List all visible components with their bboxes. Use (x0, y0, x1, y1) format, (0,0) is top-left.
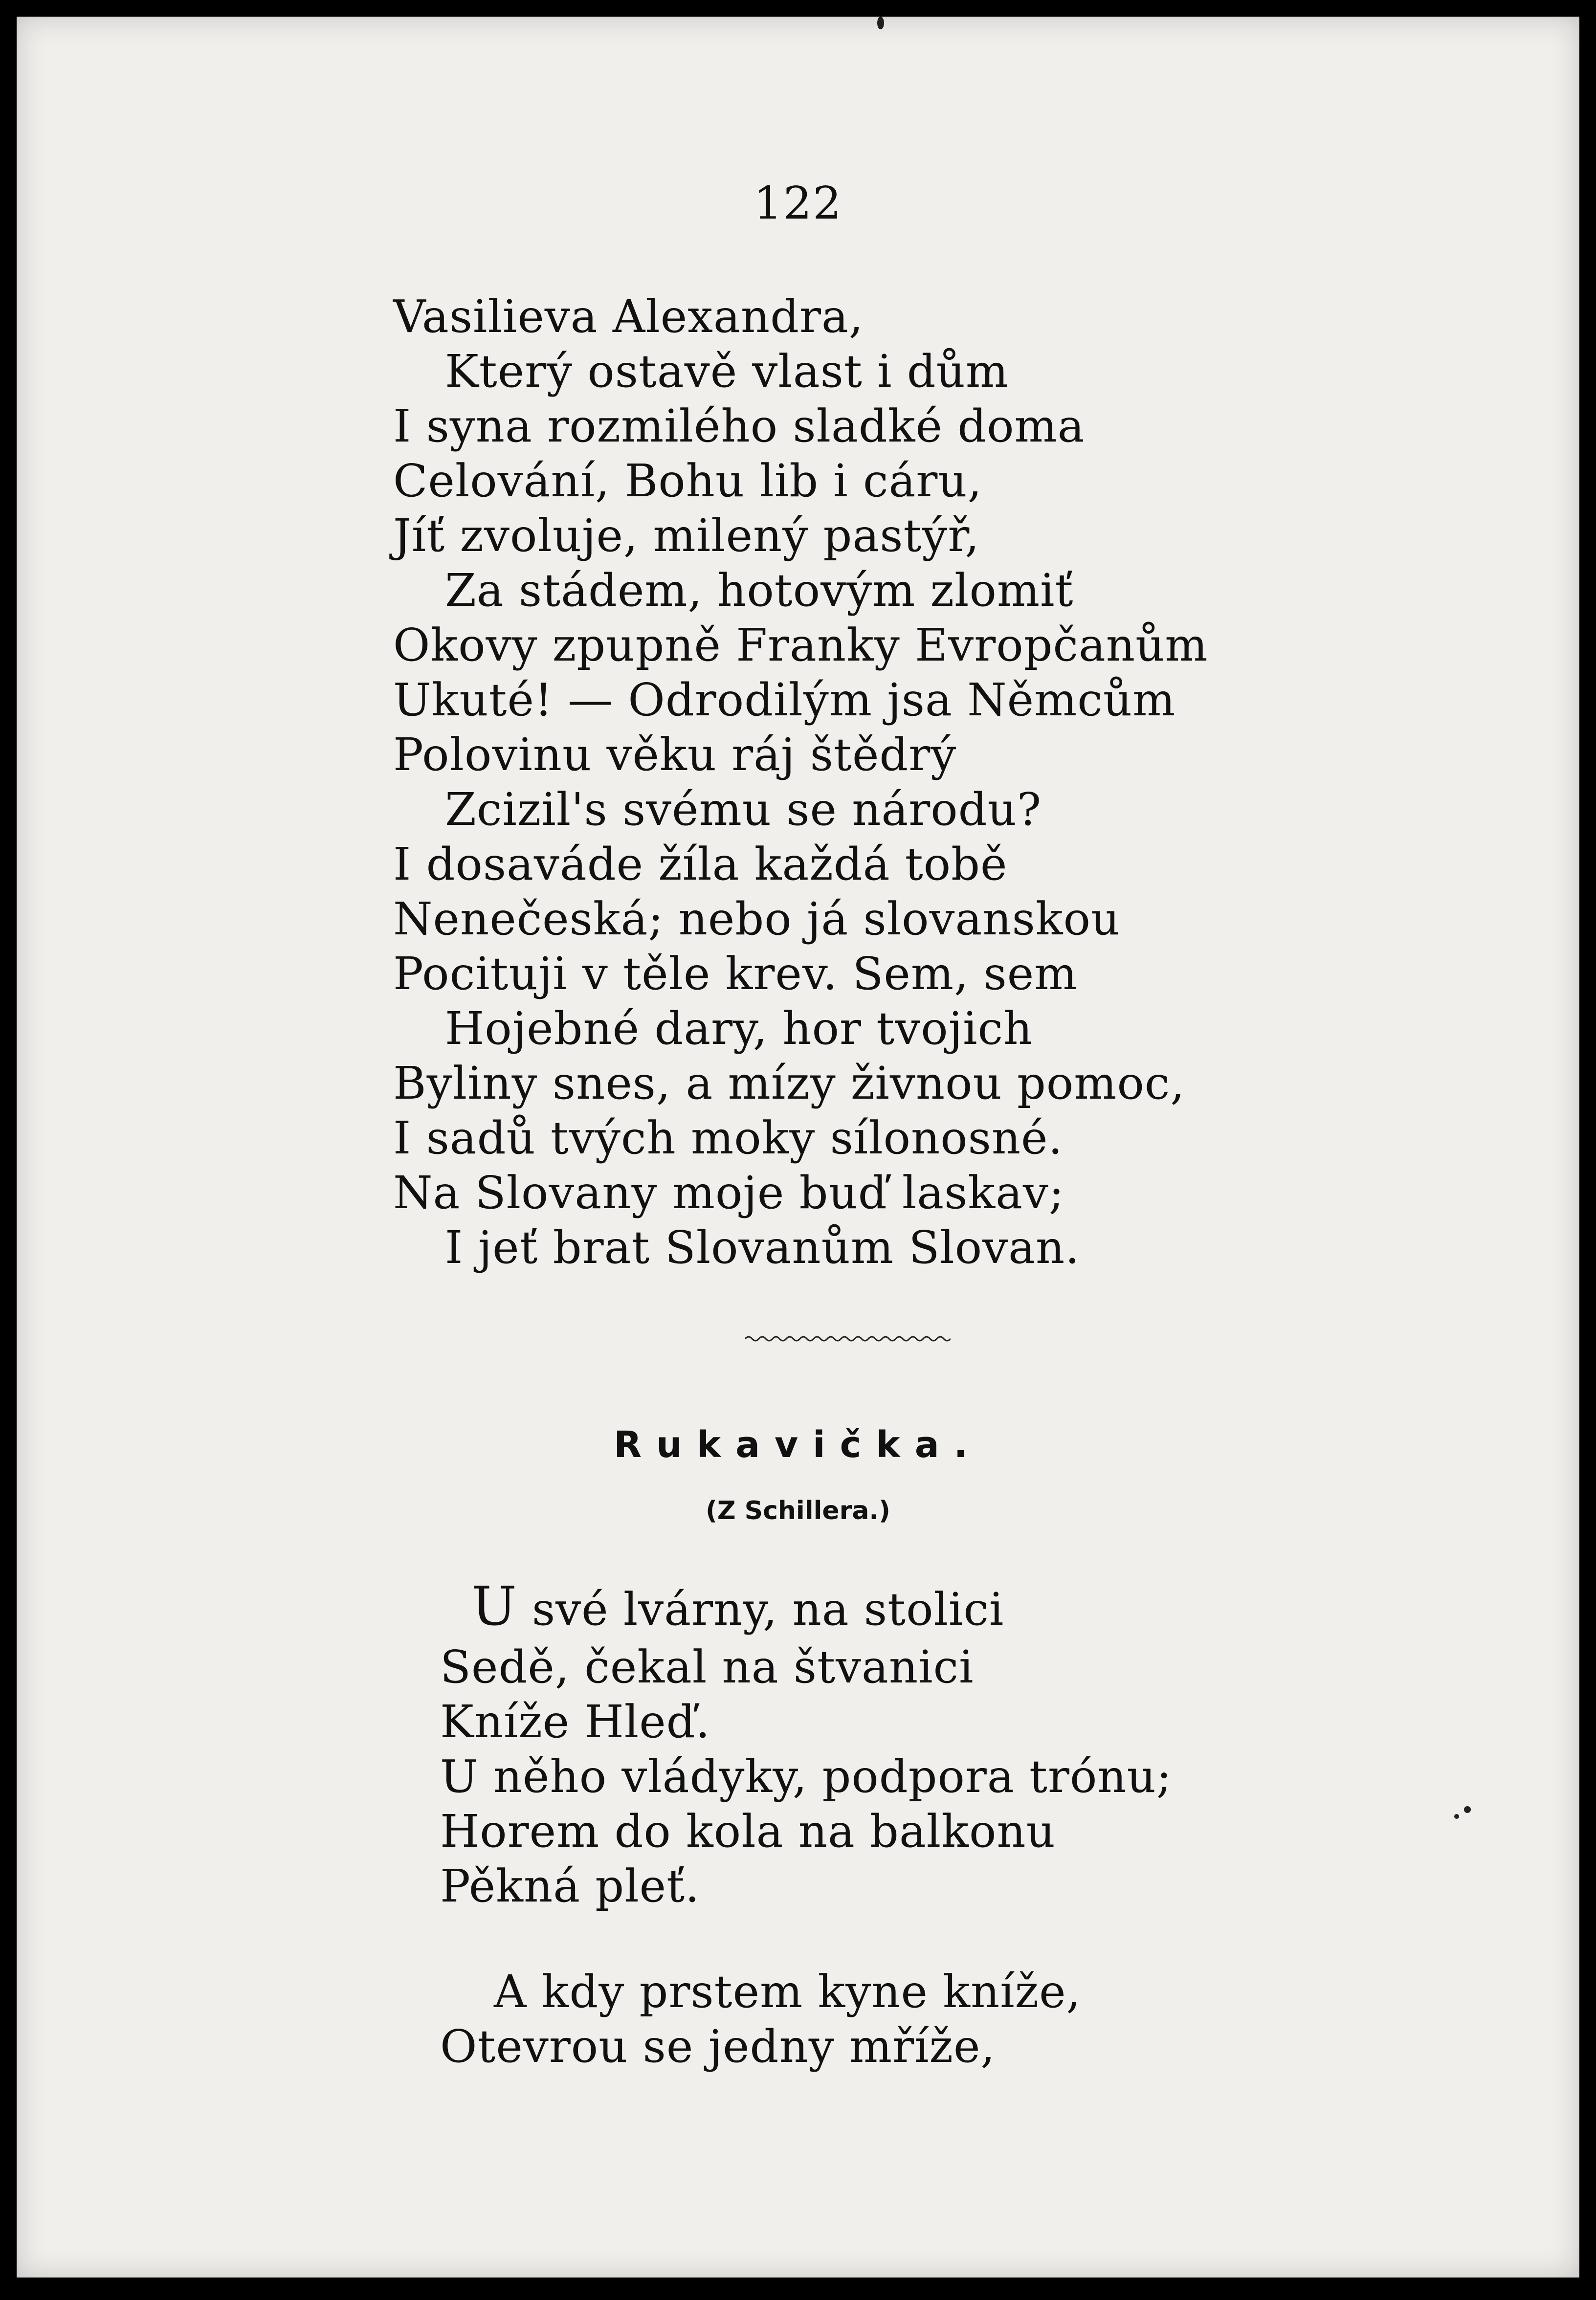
poem-line: Horem do kola na balkonu (440, 1805, 1056, 1858)
poem-line: I syna rozmilého sladké doma (393, 400, 1085, 452)
poem-line: Hojebné dary, hor tvojich (445, 1002, 1033, 1055)
poem-line: Zcizil's svému se národu? (445, 783, 1042, 836)
poem-line-first (471, 1575, 1004, 1637)
drop-cap: U (471, 1575, 517, 1637)
poem-line: I dosaváde žíla každá tobě (393, 838, 1008, 890)
poem-line: I jeť brat Slovanům Slovan. (445, 1221, 1080, 1274)
wavy-divider (745, 1333, 951, 1345)
poem-line: Celování, Bohu lib i cáru, (393, 455, 982, 507)
poem-line: I sadů tvých moky sílonosné. (393, 1112, 1063, 1164)
poem-line: Který ostavě vlast i dům (445, 345, 1009, 398)
poem-line: Sedě, čekal na štvanici (440, 1641, 974, 1693)
poem-line: Vasilieva Alexandra, (393, 290, 864, 343)
poem-line: Otevrou se jedny mříže, (440, 2020, 996, 2073)
poem-line: Okovy zpupně Franky Evropčanům (393, 619, 1208, 671)
section-subtitle: (Z Schillera.) (706, 1496, 890, 1526)
book-page (17, 17, 1579, 2278)
poem-line: A kdy prstem kyne kníže, (494, 1966, 1081, 2018)
page-number: 122 (754, 177, 842, 229)
poem-line: Na Slovany moje buď laskav; (393, 1167, 1064, 1219)
scan-speck (1464, 1806, 1471, 1813)
poem-line-rest: své lvárny, na stolici (532, 1583, 1004, 1636)
poem-line: Za stádem, hotovým zlomiť (445, 564, 1074, 617)
scan-speck (877, 17, 884, 29)
poem-line: Pocituji v těle krev. Sem, sem (393, 948, 1078, 1000)
poem-line: U něho vládyky, podpora trónu; (440, 1750, 1172, 1803)
poem-line: Kníže Hleď. (440, 1696, 710, 1748)
poem-line: Nenečeská; nebo já slovanskou (393, 893, 1121, 945)
scan-speck (1454, 1814, 1459, 1819)
section-title: Rukavička. (614, 1424, 982, 1466)
poem-line: Polovinu věku ráj štědrý (393, 729, 957, 781)
poem-line: Jíť zvoluje, milený pastýř, (393, 509, 980, 562)
poem-line: Ukuté! — Odrodilým jsa Němcům (393, 674, 1176, 726)
poem-line: Pěkná pleť. (440, 1860, 700, 1912)
poem-line: Byliny snes, a mízy živnou pomoc, (393, 1057, 1185, 1109)
